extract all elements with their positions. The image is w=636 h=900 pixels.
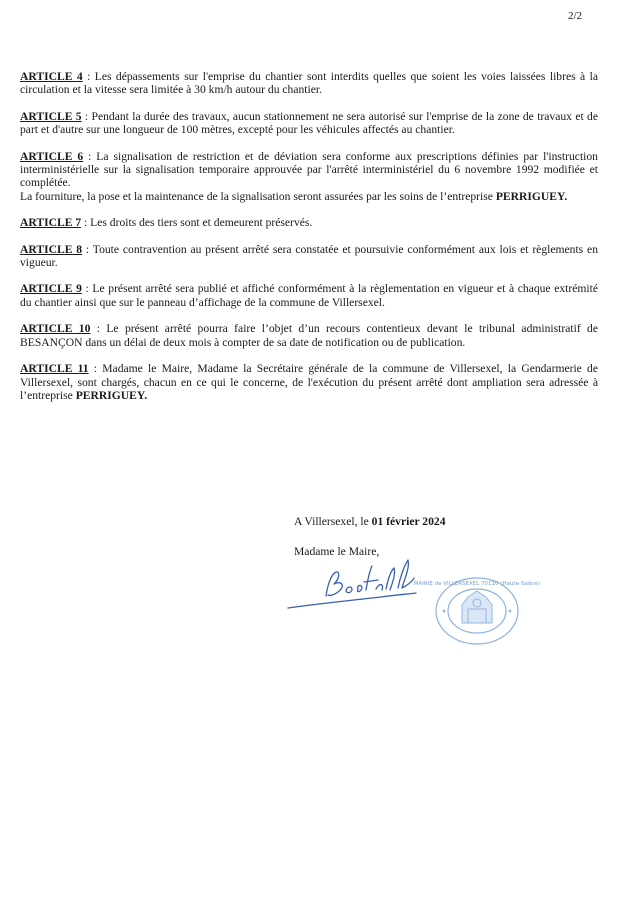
article-7 [20, 216, 598, 229]
article-9-text: : Le présent arrêté sera publié et affiché conformément à la règlementation en vigueur et à chaque extrémité du chantier ainsi que sur le panneau d’affichage de la commune de Villersexel. [20, 282, 598, 309]
article-6-text: : La signalisation de restriction et de déviation sera conforme aux prescriptions définies par l'instruction interministérielle sur la signalisation temporaire approuvée par l'arrêté interministériel du 6 novembre 1992 modifiée et complétée. [20, 149, 598, 190]
article-10-text: : Le présent arrêté pourra faire l’objet d’un recours contentieux devant le tribunal administratif de BESANÇON dans un délai de deux mois à compter de sa date de notification ou de publication. [20, 322, 598, 349]
article-11-company: PERRIGUEY. [75, 388, 148, 402]
article-10 [20, 322, 598, 349]
page-number: 2/2 [568, 10, 583, 22]
article-10-label: ARTICLE 10 [20, 322, 91, 336]
article-4 [20, 70, 598, 97]
article-11-text: : Madame le Maire, Madame la Secrétaire générale de la commune de Villersexel, la Gendarmerie de Villersexel, sont chargés, chacun en ce qui le concerne, de l'exécution du présent arrêté dont ampliation sera adressée à l’entreprise [20, 362, 598, 402]
article-4-text: : Les dépassements sur l'emprise du chantier sont interdits quelles que soient les voies laissées libres à la circulation et la vitesse sera limitée à 30 km/h autour du chantier. [20, 70, 598, 97]
signature-strokes [288, 560, 416, 608]
place-prefix: A Villersexel, le [294, 515, 372, 528]
article-8 [20, 243, 598, 270]
signatory: Madame le Maire, [294, 545, 380, 558]
stamp-emblem [462, 591, 492, 623]
article-8-label: ARTICLE 8 [20, 242, 83, 256]
article-11 [20, 362, 598, 402]
place-date [294, 515, 446, 528]
mairie-stamp [413, 575, 541, 647]
article-7-text: : Les droits des tiers sont et demeurent préservés. [81, 216, 313, 230]
article-6 [20, 150, 598, 204]
signature-date: 01 février 2024 [371, 515, 446, 528]
article-5-text: : Pendant la durée des travaux, aucun stationnement ne sera autorisé sur l'emprise de la zone de travaux et de part et d'autre sur une longueur de 100 mètres, excepté pour les véhicules affectés au chantier. [20, 109, 598, 137]
article-6-text-2: La fourniture, la pose et la maintenance de la signalisation seront assurées par les soins de l’entreprise [20, 189, 496, 203]
article-4-label: ARTICLE 4 [20, 70, 83, 83]
article-7-label: ARTICLE 7 [20, 216, 82, 230]
stamp-text: MAIRIE de VILLERSEXEL 70110 (Haute-Saône) [413, 581, 541, 587]
article-5 [20, 110, 598, 137]
article-9-label: ARTICLE 9 [20, 282, 82, 296]
article-6-company: PERRIGUEY. [495, 189, 568, 203]
article-6-label: ARTICLE 6 [20, 149, 84, 163]
article-9 [20, 282, 598, 309]
document-body [20, 70, 598, 415]
article-8-text: : Toute contravention au présent arrêté sera constatée et poursuivie conformément aux lois et règlements en vigueur. [20, 242, 598, 270]
article-5-label: ARTICLE 5 [20, 109, 82, 123]
article-11-label: ARTICLE 11 [20, 362, 89, 376]
